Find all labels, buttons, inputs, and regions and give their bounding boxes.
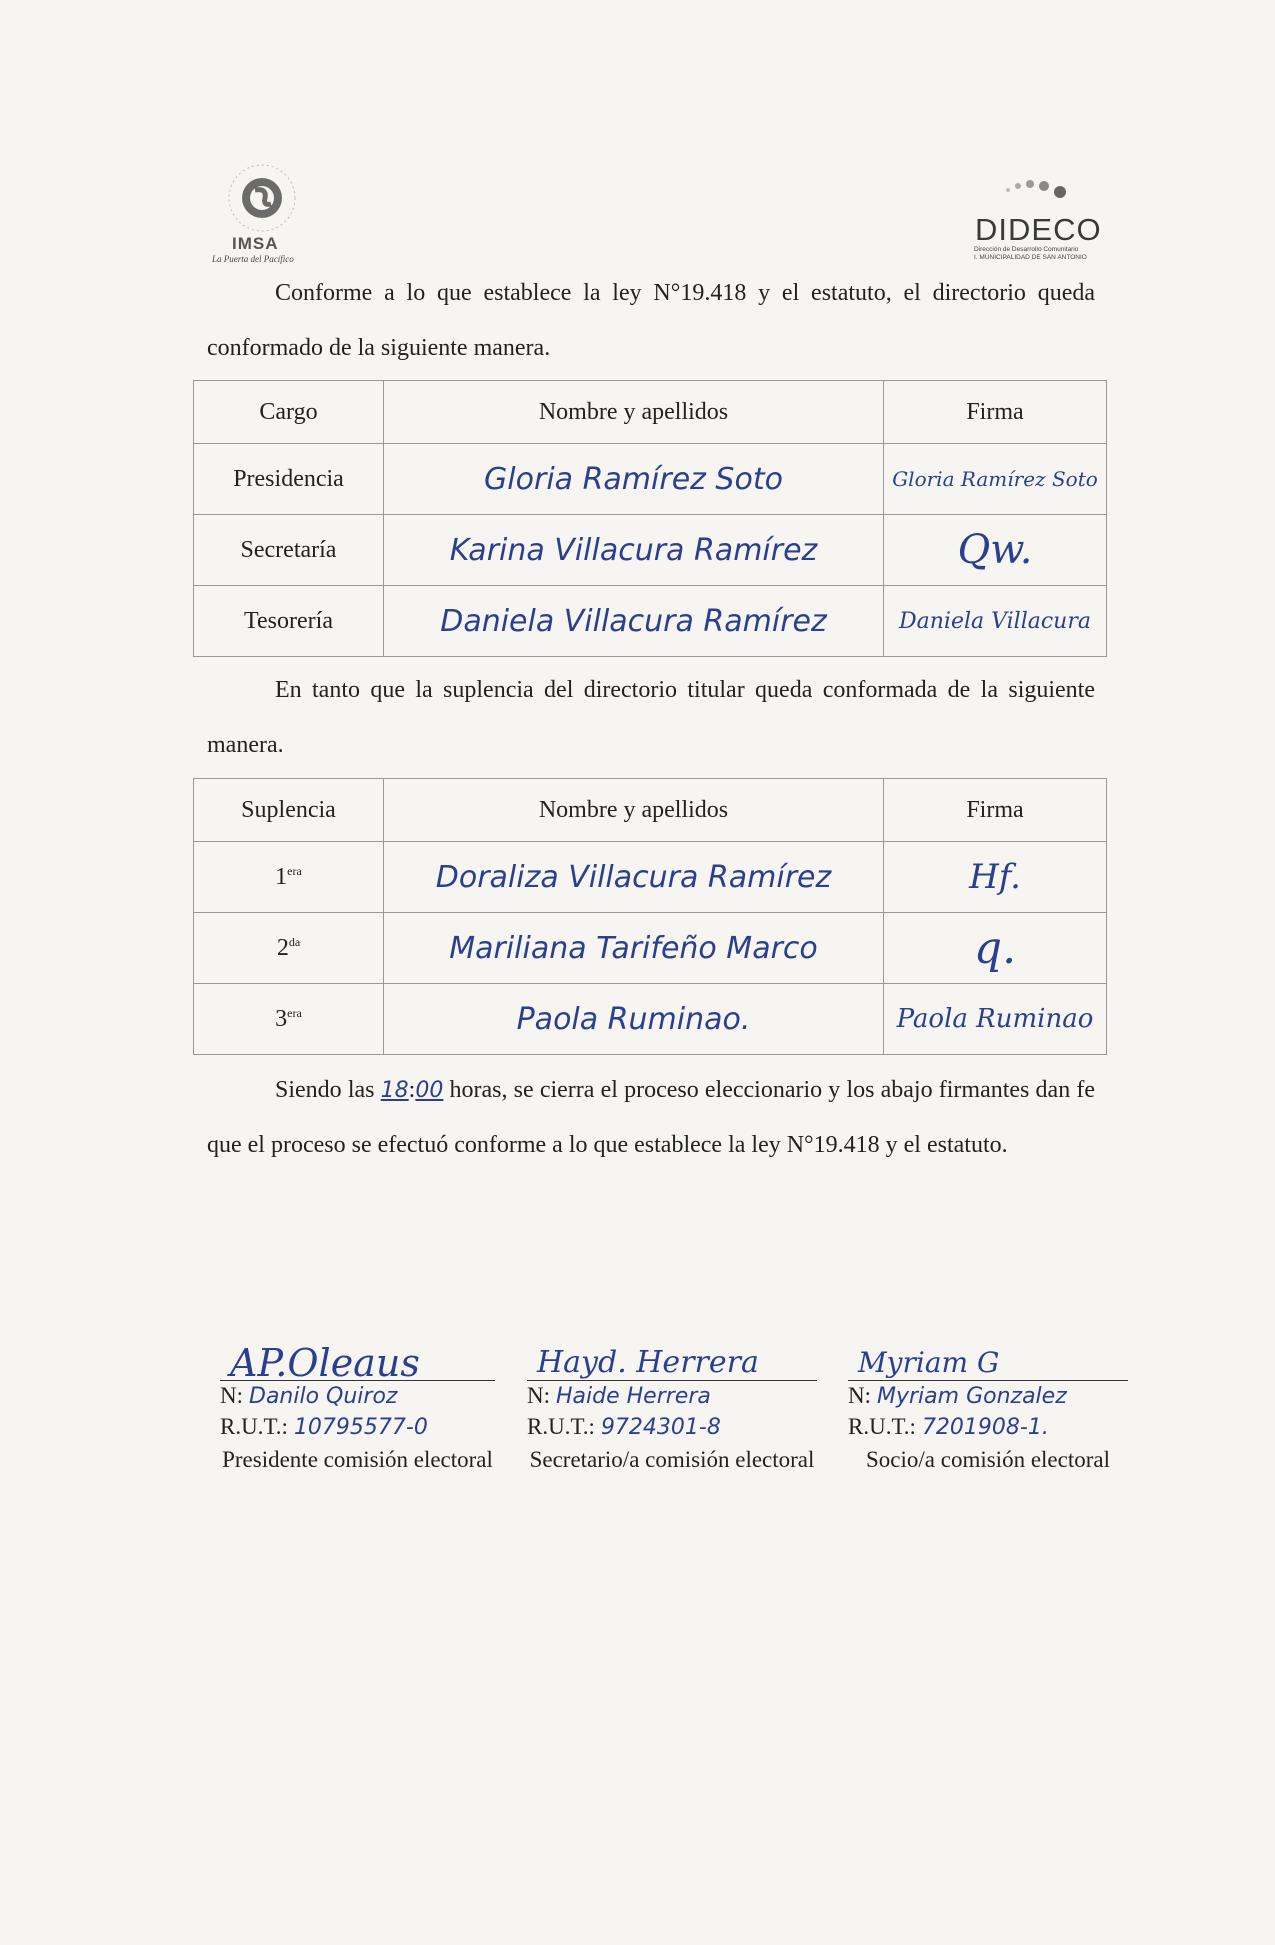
suplencia-paragraph xyxy=(207,663,1095,773)
intro-paragraph xyxy=(207,266,1095,376)
dideco-logo-text: DIDECO xyxy=(975,212,1102,247)
handwritten-rut: 9724301-8 xyxy=(600,1415,721,1440)
closing-paragraph: Siendo las 18:00 horas, se cierra el proceso eleccionario y los abajo firmantes dan fe que el proceso se efectuó conforme a lo que establece la ley N°19.418 y el estatuto. xyxy=(207,1077,1096,1158)
suplencia-number xyxy=(194,842,384,913)
table-row xyxy=(194,515,1107,586)
cargo-cell: Tesorería xyxy=(194,586,384,657)
dideco-municipality: I. MUNICIPALIDAD DE SAN ANTONIO xyxy=(974,254,1087,261)
signature-cell xyxy=(884,515,1107,586)
dideco-subtitle: Dirección de Desarrollo Comunitario xyxy=(974,246,1079,253)
signature-cell xyxy=(884,842,1107,913)
handwritten-name: Haide Herrera xyxy=(556,1384,711,1409)
directorio-table xyxy=(193,380,1107,657)
signature-cell xyxy=(884,913,1107,984)
suplencia-text: En tanto que la suplencia del directorio titular queda conformada de la siguiente manera. xyxy=(207,677,1095,758)
table-row xyxy=(194,842,1107,913)
name-label: N: xyxy=(220,1383,243,1408)
handwritten-name: Doraliza Villacura Ramírez xyxy=(384,842,884,913)
signer-role: Socio/a comisión electoral xyxy=(866,1447,1110,1472)
table-header-row xyxy=(194,381,1107,444)
signature: q. xyxy=(973,922,1017,974)
signature-mark-area xyxy=(527,1290,817,1380)
table-row xyxy=(194,444,1107,515)
signer-rut-row xyxy=(220,1412,495,1443)
signer-role: Secretario/a comisión electoral xyxy=(529,1447,815,1472)
suplencia-number xyxy=(194,984,384,1055)
handwritten-name: Gloria Ramírez Soto xyxy=(384,444,884,515)
rut-label: R.U.T.: xyxy=(220,1414,288,1439)
header-nombre: Nombre y apellidos xyxy=(384,381,884,444)
header-firma: Firma xyxy=(884,381,1107,444)
signature: AP.Oleaus xyxy=(230,1341,420,1385)
handwritten-rut: 7201908-1. xyxy=(921,1415,1049,1440)
closing-hour: 18 xyxy=(380,1078,409,1103)
suplencia-table xyxy=(193,778,1107,1055)
signature-block-secretario xyxy=(527,1290,817,1475)
signature-mark-area xyxy=(220,1290,495,1385)
cargo-cell: Presidencia xyxy=(194,444,384,515)
signature: Gloria Ramírez Soto xyxy=(892,466,1098,491)
header-cargo: Cargo xyxy=(194,381,384,444)
name-label: N: xyxy=(527,1383,550,1408)
signer-name-row xyxy=(527,1381,817,1412)
signature-block-presidente xyxy=(220,1290,495,1475)
handwritten-name: Paola Ruminao. xyxy=(384,984,884,1055)
handwritten-name: Mariliana Tarifeño Marco xyxy=(384,913,884,984)
cargo-cell: Secretaría xyxy=(194,515,384,586)
suplencia-number xyxy=(194,913,384,984)
table-header-row xyxy=(194,779,1107,842)
signer-rut-row xyxy=(848,1412,1128,1443)
signature-cell xyxy=(884,984,1107,1055)
intro-text: Conforme a lo que establece la ley N°19.418 y el estatuto, el directorio queda conformado de la siguiente manera. xyxy=(207,280,1095,361)
header-suplencia: Suplencia xyxy=(194,779,384,842)
ordinal-number: 1 xyxy=(275,863,288,890)
table-row xyxy=(194,913,1107,984)
header-firma: Firma xyxy=(884,779,1107,842)
ordinal-number: 3 xyxy=(275,1005,288,1032)
closing-lead: Siendo las xyxy=(275,1077,375,1103)
signature: Qw. xyxy=(957,527,1033,573)
signature-mark-area xyxy=(848,1290,1128,1380)
handwritten-rut: 10795577-0 xyxy=(293,1415,428,1440)
signer-name-row xyxy=(848,1381,1128,1412)
handwritten-name: Karina Villacura Ramírez xyxy=(384,515,884,586)
ordinal-number: 2 xyxy=(276,934,289,961)
handwritten-name: Myriam Gonzalez xyxy=(877,1384,1067,1409)
table-row xyxy=(194,586,1107,657)
name-label: N: xyxy=(848,1383,871,1408)
handwritten-name: Daniela Villacura Ramírez xyxy=(384,586,884,657)
signer-role: Presidente comisión electoral xyxy=(222,1447,493,1472)
closing-body: horas, se cierra el proceso eleccionario y los abajo firmantes dan fe que el proceso se efectuó conforme a lo que establece la ley N°19.418 y el estatuto. xyxy=(207,1077,1096,1158)
signer-name-row xyxy=(220,1381,495,1412)
signer-rut-row xyxy=(527,1412,817,1443)
ordinal-suffix: era xyxy=(287,1005,302,1020)
closing-minutes: 00 xyxy=(415,1078,444,1103)
ordinal-suffix: da xyxy=(288,934,301,949)
signature-cell xyxy=(884,586,1107,657)
rut-label: R.U.T.: xyxy=(527,1414,595,1439)
signature: Hayd. Herrera xyxy=(537,1345,759,1380)
imsa-logo-text: IMSA xyxy=(232,234,279,253)
rut-label: R.U.T.: xyxy=(848,1414,916,1439)
signature-block-socio xyxy=(848,1290,1128,1475)
table-row xyxy=(194,984,1107,1055)
ordinal-suffix: era xyxy=(287,863,302,878)
imsa-tagline: La Puerta del Pacífico xyxy=(212,254,294,264)
handwritten-name: Danilo Quiroz xyxy=(249,1384,398,1409)
signature-cell xyxy=(884,444,1107,515)
signature: Myriam G xyxy=(858,1346,1000,1379)
signature: Hf. xyxy=(969,857,1021,897)
header-nombre: Nombre y apellidos xyxy=(384,779,884,842)
signature: Daniela Villacura xyxy=(899,608,1091,634)
signature: Paola Ruminao xyxy=(896,1004,1094,1034)
